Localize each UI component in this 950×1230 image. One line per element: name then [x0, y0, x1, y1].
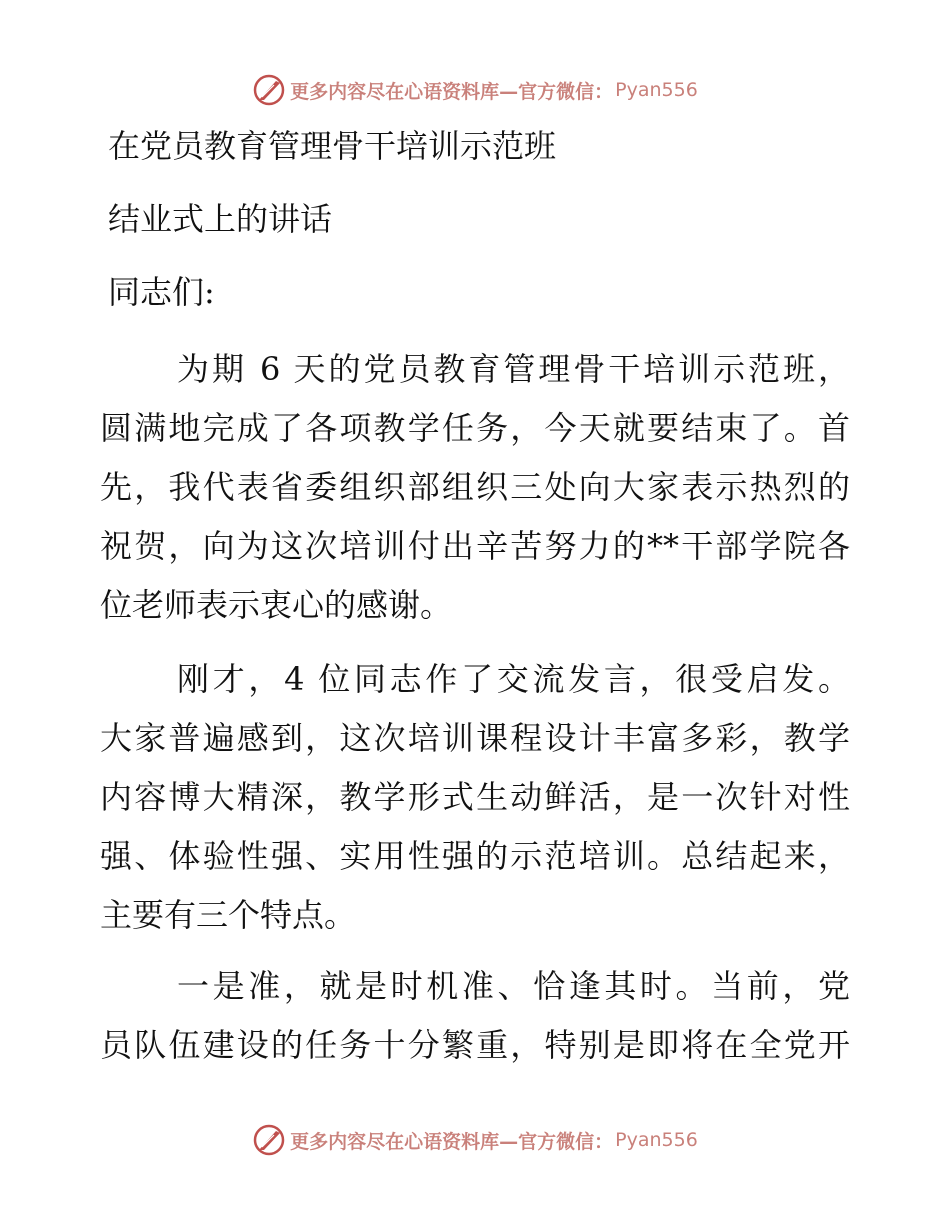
banner-text: 更多内容尽在心语资料库—官方微信： — [290, 80, 614, 103]
paragraph-line: 位老师表示衷心的感谢。 — [100, 586, 453, 624]
quill-logo-icon — [252, 1123, 286, 1157]
paragraph-line: 圆满地完成了各项教学任务，今天就要结束了。首 — [100, 409, 850, 447]
paragraph-line: 主要有三个特点。 — [100, 896, 357, 934]
paragraph-line: 刚才，4 位同志作了交流发言，很受启发。 — [177, 660, 850, 698]
paragraph-line: 强、体验性强、实用性强的示范培训。总结起来， — [100, 837, 850, 875]
paragraph-line: 祝贺，向为这次培训付出辛苦努力的**干部学院各 — [100, 527, 850, 565]
paragraph-line: 一是准，就是时机准、恰逢其时。当前，党 — [177, 967, 850, 1005]
paragraph-line: 内容博大精深，教学形式生动鲜活，是一次针对性 — [100, 778, 850, 816]
paragraph-line: 大家普遍感到，这次培训课程设计丰富多彩，教学 — [100, 719, 850, 757]
document-title-line-1: 在党员教育管理骨干培训示范班 — [108, 127, 557, 165]
paragraph-3 — [100, 957, 850, 1075]
paragraph-line: 员队伍建设的任务十分繁重，特别是即将在全党开 — [100, 1026, 850, 1064]
quill-logo-icon — [252, 73, 286, 107]
document-title-line-2: 结业式上的讲话 — [108, 200, 333, 238]
header-watermark-banner — [0, 70, 950, 110]
banner-wechat-id: Pyan556 — [615, 1129, 698, 1151]
banner-text: 更多内容尽在心语资料库—官方微信： — [290, 1130, 614, 1153]
banner-wechat-id: Pyan556 — [615, 79, 698, 101]
paragraph-line: 先，我代表省委组织部组织三处向大家表示热烈的 — [100, 468, 850, 506]
paragraph-2 — [100, 650, 850, 945]
salutation: 同志们: — [108, 273, 215, 311]
paragraph-1 — [100, 340, 850, 635]
footer-watermark-banner — [0, 1120, 950, 1160]
paragraph-line: 为期 6 天的党员教育管理骨干培训示范班， — [177, 350, 850, 388]
